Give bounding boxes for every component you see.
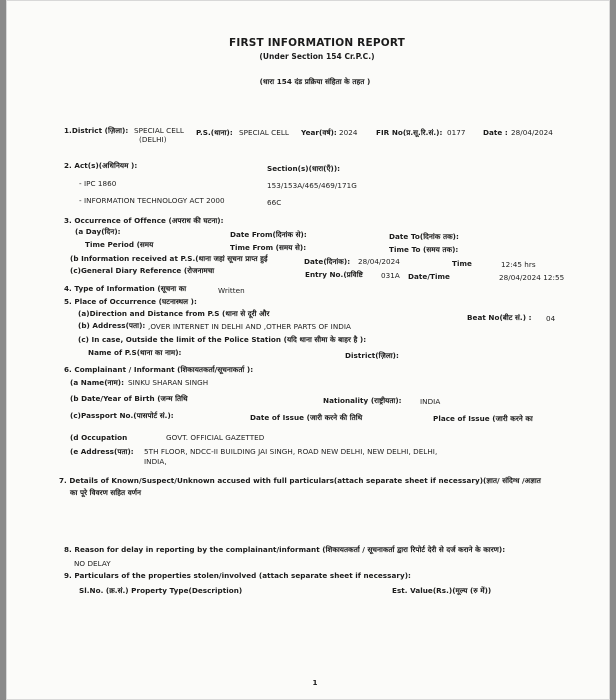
act-1-sections: 153/153A/465/469/171G (267, 181, 357, 190)
gd-reference-label: (c)General Diary Reference (रोजनामचा (70, 266, 215, 275)
ps-name-label: Name of P.S(थाना का नाम): (88, 348, 182, 357)
occupation-value: GOVT. OFFICIAL GAZETTED (166, 433, 265, 442)
year-label: Year(वर्ष): (301, 128, 337, 137)
nationality-value: INDIA (420, 397, 441, 406)
issue-date-label: Date of Issue (जारी करने की तिथि (250, 413, 363, 422)
date-value: 28/04/2024 (511, 128, 553, 137)
date-label: Date : (483, 128, 508, 137)
hindi-subtitle: (धारा 154 दंड प्रक्रिया संहिता के तहत ) (259, 77, 371, 86)
outside-ps-label: (c) In case, Outside the limit of the Police Station (यदि थाना सीमा के बाहर है ): (78, 335, 367, 344)
place-district-label: District(ज़िला): (345, 351, 399, 360)
entry-no-value: 031A (381, 271, 400, 280)
district-label: 1.District (ज़िला): (64, 126, 129, 135)
occurrence-heading: 3. Occurrence of Offence (अपराध की घटना): (64, 216, 224, 225)
place-address-label: (b) Address(पता): (78, 321, 146, 330)
page-subtitle: (Under Section 154 Cr.P.C.) (259, 52, 375, 61)
act-1: - IPC 1860 (79, 179, 117, 188)
dob-label: (b Date/Year of Birth (जन्म तिथि (70, 394, 188, 403)
time-to-label: Time To (समय तक): (389, 245, 459, 254)
time-from-label: Time From (समय से): (230, 243, 307, 252)
info-time-label: Time (452, 259, 472, 268)
year-value: 2024 (339, 128, 358, 137)
page-number: 1 (312, 678, 318, 687)
entry-no-label: Entry No.(प्रविष्टि (305, 270, 363, 279)
district-value: SPECIAL CELL (134, 126, 184, 135)
complainant-address-line1: 5TH FLOOR, NDCC-II BUILDING JAI SINGH, ROAD NEW DELHI, NEW DELHI, DELHI, (144, 447, 438, 456)
info-type-label: 4. Type of Information (सूचना का (64, 284, 187, 293)
info-time-value: 12:45 hrs (501, 260, 536, 269)
complainant-address-line2: INDIA, (144, 457, 167, 466)
beat-no-label: Beat No(बीट सं.) : (467, 313, 532, 322)
complainant-address-label: (e Address(पता): (70, 447, 134, 456)
day-label: (a Day(दिन): (75, 227, 121, 236)
accused-details-label-2: का पूरे विवरण सहित वर्णन (70, 488, 142, 497)
info-received-label: (b Information received at P.S.(थाना जहां सूचना प्राप्त हुई (70, 254, 268, 263)
properties-col-value: Est. Value(Rs.)(मूल्य (रु में)) (392, 586, 492, 595)
beat-no-value: 04 (546, 314, 556, 323)
complainant-name-value: SINKU SHARAN SINGH (128, 378, 209, 387)
district-value-2: (DELHI) (139, 135, 167, 144)
fir-page (6, 0, 610, 700)
passport-label: (c)Passport No.(पासपोर्ट सं.): (70, 411, 174, 420)
ps-value: SPECIAL CELL (239, 128, 289, 137)
page-title: FIRST INFORMATION REPORT (228, 37, 406, 49)
act-2-sections: 66C (267, 198, 282, 207)
place-address-value: ,OVER INTERNET IN DELHI AND ,OTHER PARTS OF INDIA (148, 322, 351, 331)
accused-details-label: 7. Details of Known/Suspect/Unknown accused with full particulars(attach separate sheet if necessary)(ज्ञात/ संदिग्ध /अज्ञात (59, 476, 541, 485)
date-from-label: Date From(दिनांक से): (230, 230, 307, 239)
acts-label: 2. Act(s)(अधिनियम ): (64, 161, 138, 170)
datetime-label: Date/Time (408, 272, 450, 281)
ps-label: P.S.(थाना): (196, 128, 233, 137)
occupation-label: (d Occupation (70, 433, 128, 442)
properties-col-slno-type: Sl.No. (क्र.सं.) Property Type(Description) (79, 586, 243, 595)
sections-label: Section(s)(धारा(एँ)): (267, 164, 341, 173)
place-heading: 5. Place of Occurrence (घटनास्थल ): (64, 297, 197, 306)
delay-reason-value: NO DELAY (74, 559, 111, 568)
properties-label: 9. Particulars of the properties stolen/involved (attach separate sheet if necessary): (64, 571, 411, 580)
act-2: - INFORMATION TECHNOLOGY ACT 2000 (79, 196, 225, 205)
info-date-value: 28/04/2024 (358, 257, 400, 266)
complainant-heading: 6. Complainant / Informant (शिकायतकर्ता/सूचनाकर्ता ): (64, 365, 254, 374)
datetime-value: 28/04/2024 12:55 (499, 273, 565, 282)
date-to-label: Date To(दिनांक तक): (389, 232, 459, 241)
nationality-label: Nationality (राष्ट्रीयता): (323, 396, 402, 405)
issue-place-label: Place of Issue (जारी करने का (433, 414, 533, 423)
direction-label: (a)Direction and Distance from P.S (थाना से दूरी और (78, 309, 270, 318)
fir-no-value: 0177 (447, 128, 466, 137)
delay-reason-label: 8. Reason for delay in reporting by the complainant/informant (शिकायतकर्ता / सूचनाकर्ता द्वारा रिपोर्ट देरी से दर्ज कराने के कारण): (64, 545, 506, 554)
fir-no-label: FIR No(प्र.सू.रि.सं.): (376, 128, 443, 137)
complainant-name-label: (a Name(नाम): (70, 378, 125, 387)
info-type-value: Written (218, 286, 245, 295)
time-period-label: Time Period (समय (85, 240, 154, 249)
info-date-label: Date(दिनांक): (304, 257, 351, 266)
